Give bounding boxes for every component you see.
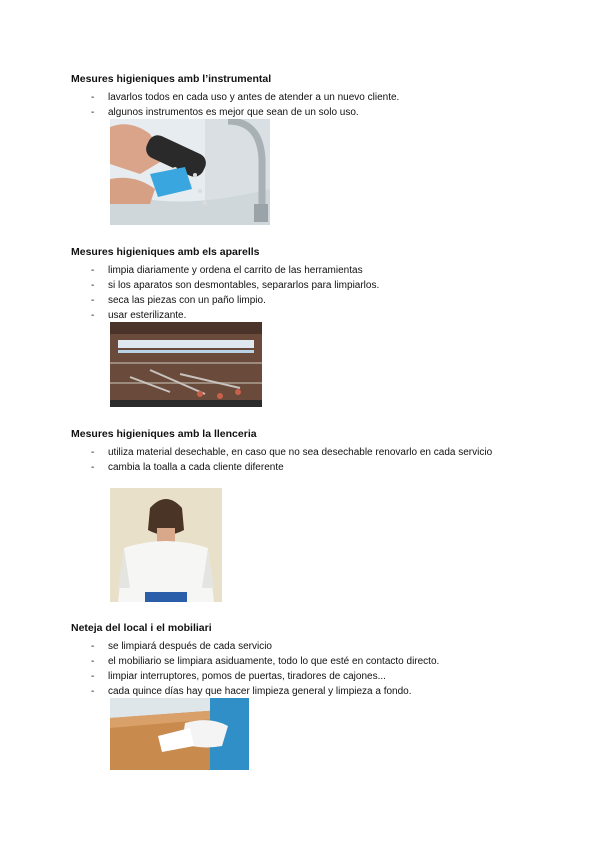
section-heading: Mesures higieniques amb l’instrumental — [71, 73, 272, 85]
photo-towel-client — [110, 488, 222, 602]
section-instrumental — [71, 72, 531, 120]
item-list — [71, 639, 531, 699]
section-heading: Neteja del local i el mobiliari — [71, 622, 212, 634]
section-local-mobiliari — [71, 621, 531, 699]
section-heading: Mesures higieniques amb els aparells — [71, 246, 260, 258]
item-list — [71, 90, 531, 120]
list-item: - cada quince días hay que hacer limpieza general y limpieza a fondo. — [91, 686, 412, 697]
photo-wiping-counter — [110, 698, 249, 770]
list-item: - limpia diariamente y ordena el carrito de las herramientas — [91, 265, 363, 276]
section-heading: Mesures higieniques amb la llenceria — [71, 428, 257, 440]
list-item: - limpiar interruptores, pomos de puertas, tiradores de cajones... — [91, 671, 386, 682]
photo-brush-washing — [110, 119, 270, 225]
item-list — [71, 263, 531, 323]
item-list — [71, 445, 531, 475]
list-item: - seca las piezas con un paño limpio. — [91, 295, 266, 306]
list-item: - utiliza material desechable, en caso que no sea desechable renovarlo en cada servicio — [91, 447, 493, 458]
list-item: - algunos instrumentos es mejor que sean de un solo uso. — [91, 107, 359, 118]
list-item: - el mobiliario se limpiara asiduamente, todo lo que esté en contacto directo. — [91, 656, 440, 667]
list-item: - si los aparatos son desmontables, separarlos para limpiarlos. — [91, 280, 380, 291]
photo-sterilizer — [110, 322, 262, 407]
list-item: - usar esterilizante. — [91, 310, 187, 321]
section-aparells — [71, 245, 531, 323]
list-item: - se limpiará después de cada servicio — [91, 641, 272, 652]
section-llenceria — [71, 427, 531, 475]
list-item: - cambia la toalla a cada cliente diferente — [91, 462, 284, 473]
list-item: - lavarlos todos en cada uso y antes de atender a un nuevo cliente. — [91, 92, 400, 103]
